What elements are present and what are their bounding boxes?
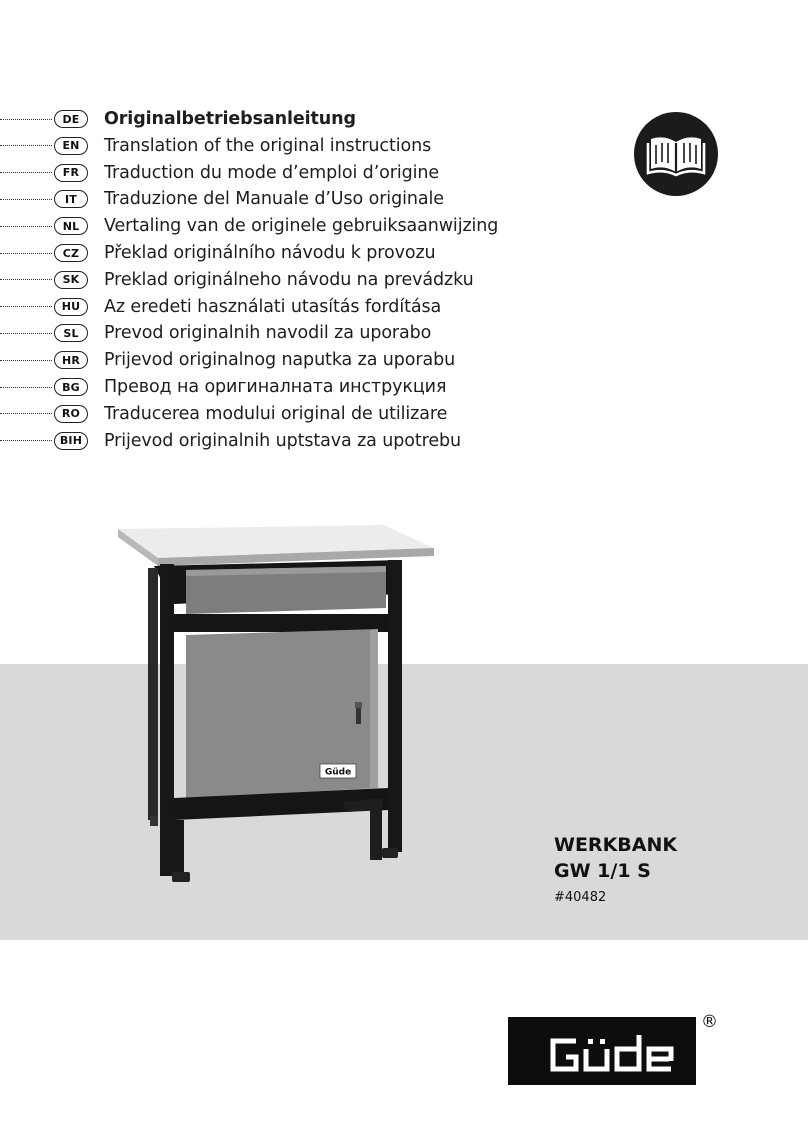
language-row-de bbox=[0, 106, 520, 132]
language-row-fr bbox=[0, 160, 520, 186]
dotted-leader bbox=[0, 279, 52, 280]
dotted-leader bbox=[0, 253, 52, 254]
article-number: #40482 bbox=[554, 890, 607, 905]
language-badge: EN bbox=[54, 137, 88, 155]
language-row-en bbox=[0, 133, 520, 159]
language-row-hr bbox=[0, 347, 520, 373]
language-title: Originalbetriebsanleitung bbox=[104, 109, 356, 129]
brand-logo bbox=[508, 1017, 696, 1085]
language-badge: IT bbox=[54, 190, 88, 208]
dotted-leader bbox=[0, 360, 52, 361]
language-badge: SL bbox=[54, 324, 88, 342]
language-title: Traduction du mode d’emploi d’origine bbox=[104, 162, 440, 183]
open-book-icon-svg bbox=[634, 112, 718, 196]
language-row-hu bbox=[0, 294, 520, 320]
language-title: Překlad originálního návodu k provozu bbox=[104, 243, 436, 263]
language-badge: NL bbox=[54, 217, 88, 235]
dotted-leader bbox=[0, 413, 52, 414]
language-row-sk bbox=[0, 267, 520, 293]
dotted-leader bbox=[0, 306, 52, 307]
language-badge: DE bbox=[54, 110, 88, 128]
language-row-sl bbox=[0, 320, 520, 346]
language-badge: BIH bbox=[54, 432, 88, 450]
language-row-it bbox=[0, 186, 520, 212]
language-title: Prijevod originalnih uptstava za upotrebu bbox=[104, 430, 462, 451]
workbench-image bbox=[112, 520, 442, 892]
language-title: Translation of the original instructions bbox=[104, 135, 432, 156]
dotted-leader bbox=[0, 119, 52, 120]
dotted-leader bbox=[0, 172, 52, 173]
language-title: Превод на оригиналната инструкция bbox=[104, 377, 447, 397]
language-row-cz bbox=[0, 240, 520, 266]
language-title: Prijevod originalnog naputka za uporabu bbox=[104, 350, 456, 371]
language-title: Traduzione del Manuale d’Uso originale bbox=[104, 189, 444, 210]
language-title: Vertaling van de originele gebruiksaanwijzing bbox=[104, 216, 499, 237]
language-title: Az eredeti használati utasítás fordítása bbox=[104, 296, 442, 317]
dotted-leader bbox=[0, 440, 52, 441]
dotted-leader bbox=[0, 226, 52, 227]
dotted-leader bbox=[0, 145, 52, 146]
language-row-bih bbox=[0, 428, 520, 454]
language-row-ro bbox=[0, 401, 520, 427]
dotted-leader bbox=[0, 387, 52, 388]
language-title: Prevod originalnih navodil za uporabo bbox=[104, 323, 432, 344]
language-row-nl bbox=[0, 213, 520, 239]
language-badge: CZ bbox=[54, 244, 88, 262]
product-title-block bbox=[554, 832, 677, 905]
language-badge: FR bbox=[54, 164, 88, 182]
dotted-leader bbox=[0, 333, 52, 334]
language-badge: HU bbox=[54, 298, 88, 316]
product-name-line1: WERKBANK bbox=[554, 834, 678, 856]
language-title: Traducerea modului original de utilizare bbox=[104, 403, 448, 424]
language-badge: BG bbox=[54, 378, 88, 396]
language-row-bg bbox=[0, 374, 520, 400]
registered-mark: ® bbox=[701, 1012, 718, 1032]
brand-logo-svg bbox=[508, 1017, 696, 1085]
language-badge: RO bbox=[54, 405, 88, 423]
dotted-leader bbox=[0, 199, 52, 200]
open-book-icon bbox=[634, 112, 718, 196]
language-badge: HR bbox=[54, 351, 88, 369]
language-badge: SK bbox=[54, 271, 88, 289]
product-name-line2: GW 1/1 S bbox=[554, 860, 651, 882]
svg-text:Güde: Güde bbox=[324, 767, 352, 778]
language-title: Preklad originálneho návodu na prevádzku bbox=[104, 269, 474, 290]
